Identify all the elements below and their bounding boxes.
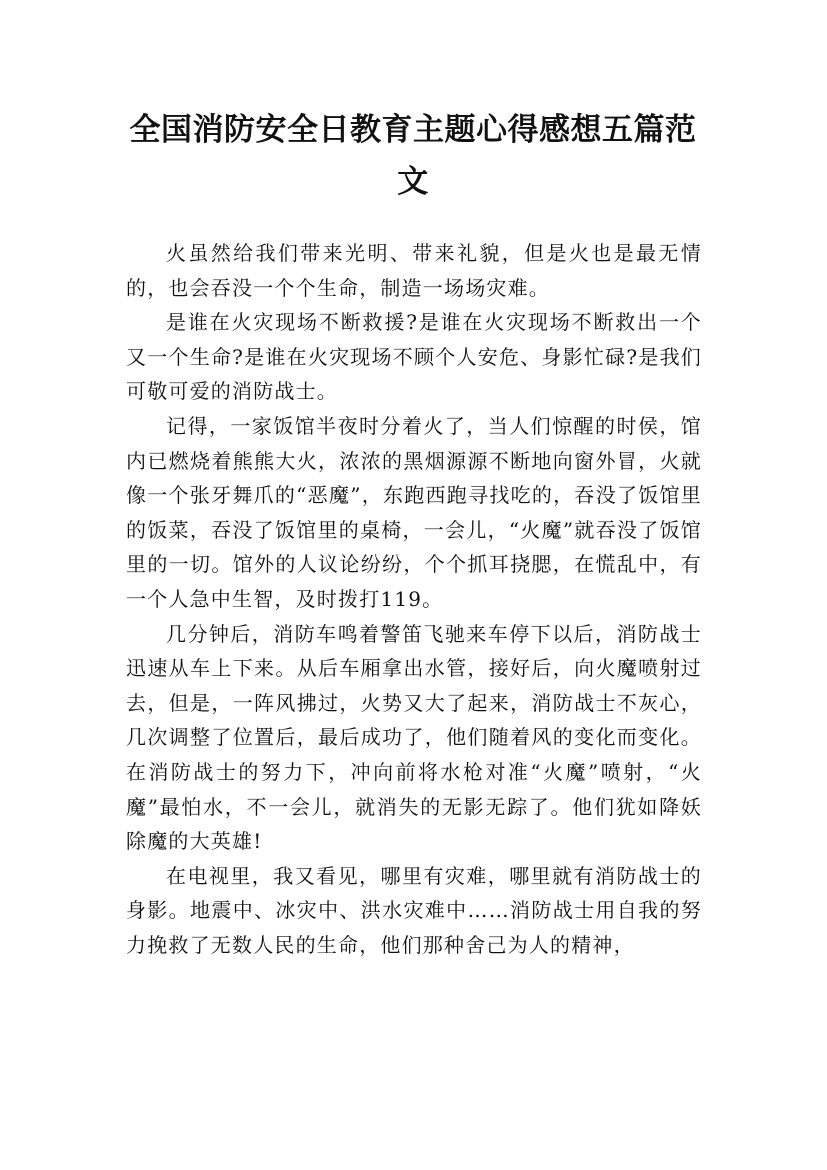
paragraph: 火虽然给我们带来光明、带来礼貌，但是火也是最无情的，也会吞没一个个生命，制造一场场灾难。 <box>126 241 702 300</box>
paragraph: 记得，一家饭馆半夜时分着火了，当人们惊醒的时侯，馆内已燃烧着熊熊大火，浓浓的黑烟源源不断地向窗外冒，火就像一个张牙舞爪的“恶魔”，东跑西跑寻找吃的，吞没了饭馆里的饭菜，吞没了饭馆里的桌椅，一会儿，“火魔”就吞没了饭馆里的一切。馆外的人议论纷纷，个个抓耳挠腮，在慌乱中，有一个人急中生智，及时拨打119。 <box>126 413 702 611</box>
document-title: 全国消防安全日教育主题心得感想五篇范文 <box>129 112 697 200</box>
paragraph: 在电视里，我又看见，哪里有灾难，哪里就有消防战士的身影。地震中、冰灾中、洪水灾难中……消防战士用自我的努力挽救了无数人民的生命，他们那种舍己为人的精神， <box>126 863 702 957</box>
paragraph: 几分钟后，消防车鸣着警笛飞驰来车停下以后，消防战士迅速从车上下来。从后车厢拿出水管，接好后，向火魔喷射过去，但是，一阵风拂过，火势又大了起来，消防战士不灰心，几次调整了位置后，最后成功了，他们随着风的变化而变化。在消防战士的努力下，冲向前将水枪对准“火魔”喷射，“火魔”最怕水，不一会儿，就消失的无影无踪了。他们犹如降妖除魔的大英雄! <box>126 621 702 854</box>
paragraph: 是谁在火灾现场不断救援?是谁在火灾现场不断救出一个又一个生命?是谁在火灾现场不顾个人安危、身影忙碌?是我们可敬可爱的消防战士。 <box>126 310 702 404</box>
document-body <box>126 236 702 962</box>
